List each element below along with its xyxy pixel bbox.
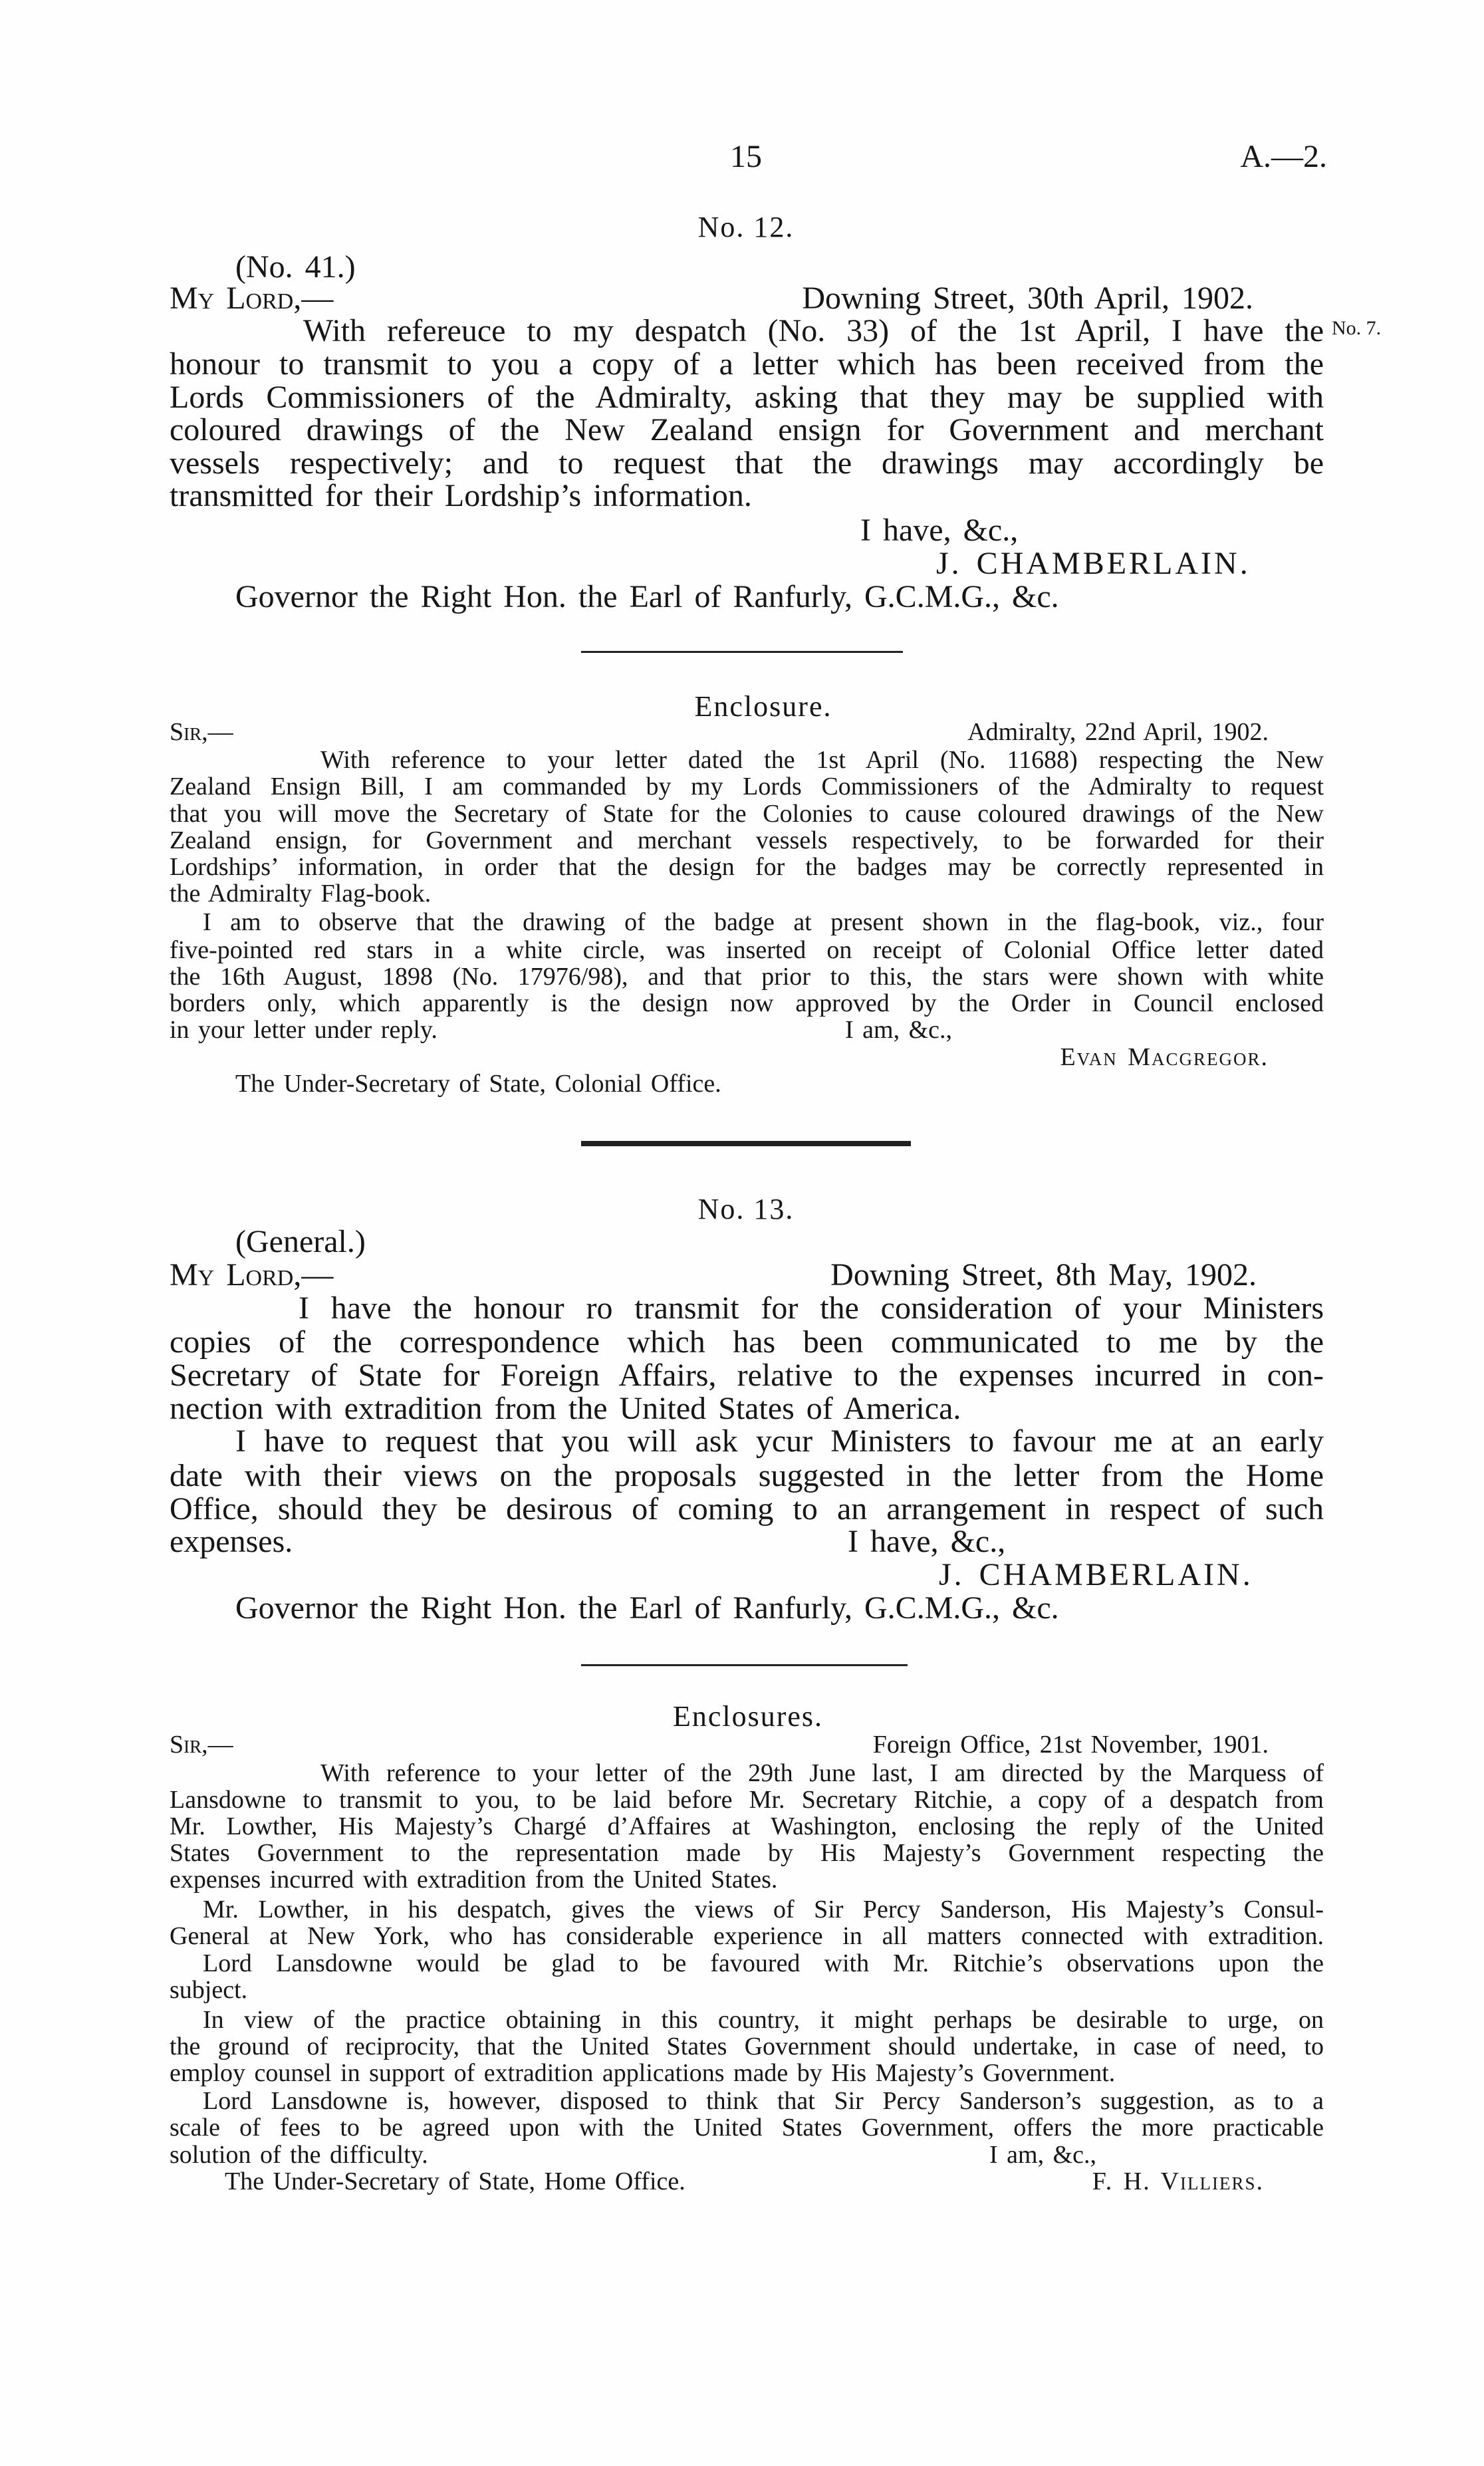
body-line: Lord Lansdowne is, however, disposed to think that Sir Percy Sanderson’s suggestion, as to a xyxy=(203,2087,1324,2115)
enclosure-heading: Enclosures. xyxy=(672,1700,824,1733)
body-line: coloured drawings of the New Zealand ensign for Government and merchant xyxy=(170,412,1324,447)
body-line: that you will move the Secretary of State for the Colonies to cause coloured drawings of the New xyxy=(170,800,1324,828)
section-divider xyxy=(581,651,903,653)
enclosure-heading: Enclosure. xyxy=(694,690,832,723)
body-line: Zealand ensign, for Government and merchant vessels respectively, to be forwarded for their xyxy=(170,826,1324,854)
closing: I have, &c., xyxy=(860,513,1019,548)
addressee: The Under-Secretary of State, Home Office. xyxy=(225,2167,685,2195)
despatch-heading: No. 12. xyxy=(697,211,795,243)
place-date: Foreign Office, 21st November, 1901. xyxy=(872,1731,1269,1759)
body-line: expenses. xyxy=(170,1524,293,1559)
body-line: the 16th August, 1898 (No. 17976/98), and that prior to this, the stars were shown with white xyxy=(170,963,1324,991)
body-line: I am to observe that the drawing of the badge at present shown in the flag-book, viz., four xyxy=(203,908,1324,936)
salutation: My Lord,— xyxy=(170,281,334,316)
body-line: honour to transmit to you a copy of a letter which has been received from the xyxy=(170,346,1324,382)
body-line: With reference to your letter dated the 1st April (No. 11688) respecting the New xyxy=(320,746,1324,774)
body-line: Office, should they be desirous of coming to an arrangement in respect of such xyxy=(170,1491,1324,1527)
body-line: scale of fees to be agreed upon with the United States Government, offers the more practicable xyxy=(170,2114,1324,2142)
body-line: five-pointed red stars in a white circle, was inserted on receipt of Colonial Office letter dated xyxy=(170,936,1324,964)
body-line: in your letter under reply. xyxy=(170,1016,437,1044)
body-line: With reference to your letter of the 29th June last, I am directed by the Marquess of xyxy=(320,1759,1324,1787)
body-line: Mr. Lowther, in his despatch, gives the views of Sir Percy Sanderson, His Majesty’s Consul- xyxy=(203,1896,1324,1923)
body-line: With refereuce to my despatch (No. 33) of the 1st April, I have the xyxy=(303,313,1324,348)
body-line: date with their views on the proposals suggested in the letter from the Home xyxy=(170,1458,1324,1493)
body-line: In view of the practice obtaining in this country, it might perhaps be desirable to urge, on xyxy=(203,2006,1324,2034)
salutation: My Lord,— xyxy=(170,1257,334,1293)
body-line: solution of the difficulty. xyxy=(170,2141,428,2169)
despatch-reference: (General.) xyxy=(235,1224,366,1259)
document-reference: A.—2. xyxy=(1240,139,1327,174)
section-divider xyxy=(581,1664,908,1666)
body-line: Secretary of State for Foreign Affairs, relative to the expenses incurred in con- xyxy=(170,1358,1324,1393)
body-line: Mr. Lowther, His Majesty’s Chargé d’Affaires at Washington, enclosing the reply of the United xyxy=(170,1812,1324,1840)
closing: I have, &c., xyxy=(848,1524,1006,1559)
body-line: transmitted for their Lordship’s information. xyxy=(170,478,752,513)
salutation: Sir,— xyxy=(170,718,233,746)
signature: J. CHAMBERLAIN. xyxy=(939,1557,1253,1592)
body-line: General at New York, who has considerable experience in all matters connected with extradition. xyxy=(170,1922,1324,1950)
body-line: the ground of reciprocity, that the United States Government should undertake, in case of need, to xyxy=(170,2033,1324,2060)
signature: J. CHAMBERLAIN. xyxy=(936,546,1251,581)
closing: I am, &c., xyxy=(845,1016,953,1044)
salutation: Sir,— xyxy=(170,1731,233,1759)
place-date: Admiralty, 22nd April, 1902. xyxy=(967,718,1269,746)
signature: F. H. Villiers. xyxy=(1092,2167,1264,2195)
page-number: 15 xyxy=(730,139,762,174)
body-line: Lordships’ information, in order that the design for the badges may be correctly represented in xyxy=(170,853,1324,881)
body-line: States Government to the representation made by His Majesty’s Government respecting the xyxy=(170,1839,1324,1867)
despatch-heading: No. 13. xyxy=(697,1193,795,1225)
signature: Evan Macgregor. xyxy=(1060,1043,1269,1071)
addressee: Governor the Right Hon. the Earl of Ranfurly, G.C.M.G., &c. xyxy=(235,579,1059,614)
body-line: Lord Lansdowne would be glad to be favoured with Mr. Ritchie’s observations upon the xyxy=(203,1949,1324,1977)
margin-note: No. 7. xyxy=(1332,317,1382,339)
place-date: Downing Street, 8th May, 1902. xyxy=(830,1257,1257,1293)
thick-section-divider xyxy=(581,1141,911,1146)
body-line: vessels respectively; and to request that the drawings may accordingly be xyxy=(170,445,1324,481)
body-line: I have to request that you will ask ycur Ministers to favour me at an early xyxy=(235,1423,1324,1459)
body-line: Lansdowne to transmit to you, to be laid before Mr. Secretary Ritchie, a copy of a despatch from xyxy=(170,1786,1324,1814)
addressee: The Under-Secretary of State, Colonial Office. xyxy=(235,1070,721,1098)
despatch-reference: (No. 41.) xyxy=(235,249,356,285)
body-line: I have the honour ro transmit for the consideration of your Ministers xyxy=(299,1291,1324,1326)
body-line: subject. xyxy=(170,1976,248,2004)
body-line: copies of the correspondence which has been communicated to me by the xyxy=(170,1324,1324,1360)
body-line: expenses incurred with extradition from the United States. xyxy=(170,1866,778,1894)
place-date: Downing Street, 30th April, 1902. xyxy=(802,281,1253,316)
body-line: nection with extradition from the United States of America. xyxy=(170,1391,961,1426)
body-line: employ counsel in support of extradition applications made by His Majesty’s Government. xyxy=(170,2059,1116,2087)
body-line: borders only, which apparently is the design now approved by the Order in Council enclosed xyxy=(170,989,1324,1017)
body-line: Zealand Ensign Bill, I am commanded by my Lords Commissioners of the Admiralty to request xyxy=(170,773,1324,801)
closing: I am, &c., xyxy=(989,2141,1097,2169)
addressee: Governor the Right Hon. the Earl of Ranfurly, G.C.M.G., &c. xyxy=(235,1590,1059,1626)
body-line: Lords Commissioners of the Admiralty, asking that they may be supplied with xyxy=(170,380,1324,415)
body-line: the Admiralty Flag-book. xyxy=(170,880,432,908)
